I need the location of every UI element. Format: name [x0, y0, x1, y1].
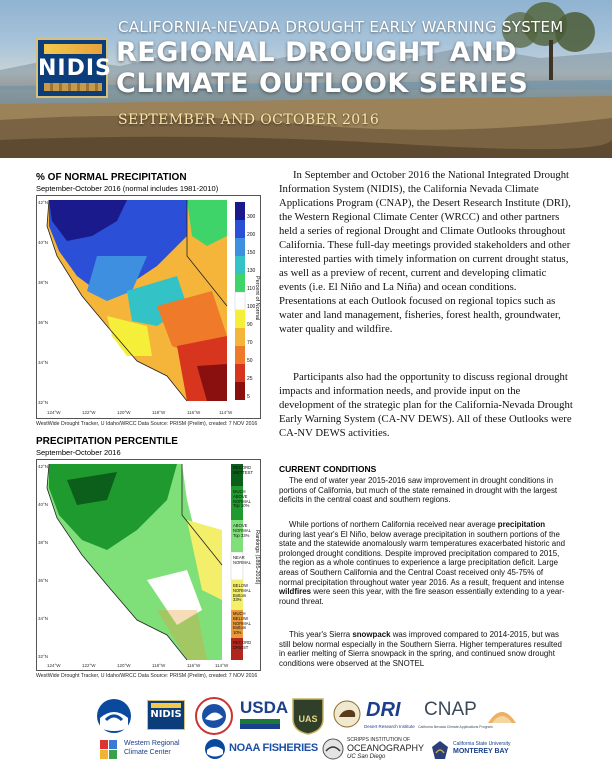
- dri-logo: [364, 699, 416, 733]
- legend-value-130: 130: [247, 268, 256, 274]
- lon-tick: 122°W: [82, 410, 96, 415]
- figure1-subtitle: September-October 2016 (normal includes 1981-2010): [36, 184, 219, 193]
- lon-tick: 114°W: [215, 663, 229, 668]
- cnap-logo-subtext: California Nevada Climate Applications Program: [418, 725, 493, 729]
- legend-title-rankings: Rankings (1895-2016): [254, 530, 260, 585]
- intro-paragraph: In September and October 2016 the National Integrated Drought Information System (NIDIS), the California Nevada Climate Applications Program (CNAP), the Desert Research Institute (DRI), the Western Regional Climate Center (WRCC) and other partners held a series of regional Drought and Climate Outlooks throughout California. These full-day meetings provided stakeholders and other interested parties with timely information on current drought status, as well as a preview of recent, current and developing climatic events (i.e. El Niño and La Niña) and ocean conditions. Presentations at each Outlook focused on regional topics such as water and land management, fisheries, forest health, groundwater, water quality and wildfire.: [279, 169, 571, 335]
- noaa-fisheries-text: NOAA FISHERIES: [229, 742, 318, 754]
- current-conditions-heading: CURRENT CONDITIONS: [279, 464, 377, 474]
- cnap-logo: [418, 699, 493, 733]
- lon-tick: 124°W: [47, 663, 61, 668]
- climate-hub-logo: [484, 699, 520, 731]
- scripps-line-3: UC San Diego: [347, 754, 386, 760]
- figure2-credit: WestWide Drought Tracker, U Idaho/WRCC Data Source: PRISM (Prelim), created: 7 NOV 2016: [36, 673, 258, 679]
- figure1-credit: WestWide Drought Tracker, U Idaho/WRCC Data Source: PRISM (Prelim), created: 7 NOV 2016: [36, 421, 258, 427]
- precip-percentile-map: [36, 459, 261, 671]
- lat-tick: 38°N: [38, 280, 49, 285]
- dri-logo-text: DRI: [366, 699, 401, 721]
- lon-tick: 122°W: [82, 663, 96, 668]
- wrcc-line-2: Climate Center: [124, 749, 171, 756]
- scripps-line-1: SCRIPPS INSTITUTION OF: [347, 737, 411, 743]
- bold-term-snowpack: snowpack: [352, 630, 391, 639]
- lat-tick: 42°N: [38, 200, 49, 205]
- percent-normal-map-graphic: [37, 196, 260, 418]
- legend-below: BELOW NORMAL Bottom 33%: [233, 583, 251, 603]
- text-run: This year's Sierra: [289, 630, 353, 639]
- conditions-paragraph-1: The end of water year 2015-2016 saw improvement in drought conditions in portions of California, but much of the state remained in drought with the largest deficits in the central coast and southern regions.: [279, 476, 558, 505]
- lon-tick: 114°W: [219, 410, 233, 415]
- ground-stripe: [44, 83, 102, 91]
- figure1-title: % OF NORMAL PRECIPITATION: [36, 172, 187, 183]
- nidis-footer-logo: [147, 700, 185, 730]
- legend-record-driest: RECORD DRIEST: [233, 640, 252, 650]
- legend-value-200: 200: [247, 232, 256, 238]
- usda-logo-text: USDA: [240, 698, 289, 717]
- legend-value-110: 110: [247, 286, 255, 292]
- percentile-map-graphic: [37, 460, 260, 670]
- lon-tick: 118°W: [152, 410, 166, 415]
- lon-tick: 120°W: [117, 663, 131, 668]
- legend-value-50: 50: [247, 358, 253, 364]
- noaa-fisheries-emblem: [204, 738, 226, 760]
- lon-tick: 124°W: [47, 410, 61, 415]
- usgs-shield-logo: [291, 697, 325, 735]
- page-subtitle: SEPTEMBER AND OCTOBER 2016: [118, 112, 380, 128]
- lon-tick: 116°W: [187, 410, 201, 415]
- cnap-logo-text: CNAP: [424, 699, 477, 720]
- participants-paragraph: Participants also had the opportunity to discuss regional drought impacts and information needs, and provide input on the development of the strategic plan for the California-Nevada Drought Early Warning System (CA-NV DEWS). All of these Outlooks were CA-NV DEWS activities.: [279, 371, 573, 439]
- title-line-1: REGIONAL DROUGHT AND: [116, 37, 518, 68]
- csumb-line-2: MONTEREY BAY: [453, 748, 509, 755]
- header-banner: [0, 0, 612, 158]
- sun-stripe: [151, 703, 181, 708]
- lat-tick: 36°N: [38, 578, 49, 583]
- scripps-emblem: [322, 737, 344, 761]
- title-line-2: CLIMATE OUTLOOK SERIES: [116, 68, 529, 99]
- legend-value-100: 100: [247, 304, 256, 310]
- ca-bear-logo: [333, 699, 361, 729]
- legend-value-150: 150: [247, 250, 256, 256]
- lat-tick: 42°N: [38, 464, 49, 469]
- legend-value-300: 300: [247, 214, 256, 220]
- precip-percent-map: [36, 195, 261, 419]
- lon-tick: 118°W: [152, 663, 166, 668]
- noaa-logo: [96, 698, 132, 734]
- legend-title-percent: Percent of Normal: [254, 276, 260, 321]
- nws-logo: [195, 697, 233, 735]
- uas-logo-text: UAS: [298, 714, 318, 724]
- dri-logo-subtext: Desert Research Institute: [364, 724, 415, 729]
- lat-tick: 34°N: [38, 360, 49, 365]
- series-line: CALIFORNIA-NEVADA DROUGHT EARLY WARNING SYSTEM: [118, 18, 564, 36]
- lat-tick: 36°N: [38, 320, 49, 325]
- conditions-paragraph-3: [279, 630, 569, 668]
- lon-tick: 116°W: [187, 663, 201, 668]
- legend-value-25: 25: [247, 376, 253, 382]
- percent-legend-bar: [235, 202, 245, 400]
- lat-tick: 32°N: [38, 400, 49, 405]
- legend-record-wettest: RECORD WETTEST: [233, 465, 254, 475]
- legend-much-below: MUCH BELOW NORMAL Bottom 10%: [233, 611, 251, 636]
- conditions-paragraph-2: [279, 520, 569, 606]
- lat-tick: 38°N: [38, 540, 49, 545]
- legend-above: ABOVE NORMAL Top 33%: [233, 523, 251, 538]
- text-run: during last year's El Niño, below average precipitation in southern portions of the state and the statewide anomalously warm temperatures exacerbated historic and prolonged drought conditions. Despite improved precipitation compared to 2015, the region as a whole continues to experience a large precipitation deficit. Large areas of Southern California and the Central Coast received only 45-75% of normal precipitation throughout water year 2016. As a result, frequent and intense: [279, 529, 565, 587]
- legend-value-90: 90: [247, 322, 253, 328]
- nidis-header-logo: [36, 38, 112, 98]
- nidis-logo-text: NIDIS: [38, 56, 112, 81]
- lat-tick: 40°N: [38, 240, 49, 245]
- page-title: [116, 37, 528, 99]
- usda-stripe: [240, 719, 280, 729]
- legend-value-70: 70: [247, 340, 253, 346]
- legend-much-above: MUCH ABOVE NORMAL Top 10%: [233, 489, 251, 509]
- csumb-line-1: California State University: [453, 741, 511, 747]
- wrcc-line-1: Western Regional: [124, 740, 180, 747]
- wrcc-icon: [98, 738, 120, 762]
- nidis-footer-text: NIDIS: [150, 709, 182, 720]
- legend-near: NEAR NORMAL: [233, 555, 251, 565]
- text-run: were seen this year, with the fire season essentially extending to a year-round threat.: [279, 587, 565, 606]
- text-run: was improved compared to 2014-2015, but was still below normal especially in the Southern Sierra. Higher temperatures resulted in earlier melting of Sierra snowpack in the spring, and continued snow drought conditions were observed at the SNOTEL: [279, 630, 562, 668]
- lat-tick: 40°N: [38, 502, 49, 507]
- lat-tick: 34°N: [38, 616, 49, 621]
- scripps-line-2: OCEANOGRAPHY: [347, 743, 425, 753]
- figure2-subtitle: September-October 2016: [36, 448, 121, 457]
- csumb-emblem: [430, 739, 450, 761]
- text-run: While portions of northern California received near average: [289, 520, 498, 529]
- lat-tick: 32°N: [38, 654, 49, 659]
- sun-stripe: [44, 44, 102, 54]
- usda-logo: [240, 698, 289, 732]
- legend-value-5: 5: [247, 394, 250, 400]
- figure2-title: PRECIPITATION PERCENTILE: [36, 436, 178, 447]
- bold-term-wildfires: wildfires: [279, 587, 312, 597]
- lon-tick: 120°W: [117, 410, 131, 415]
- bold-term-precipitation: precipitation: [497, 520, 546, 529]
